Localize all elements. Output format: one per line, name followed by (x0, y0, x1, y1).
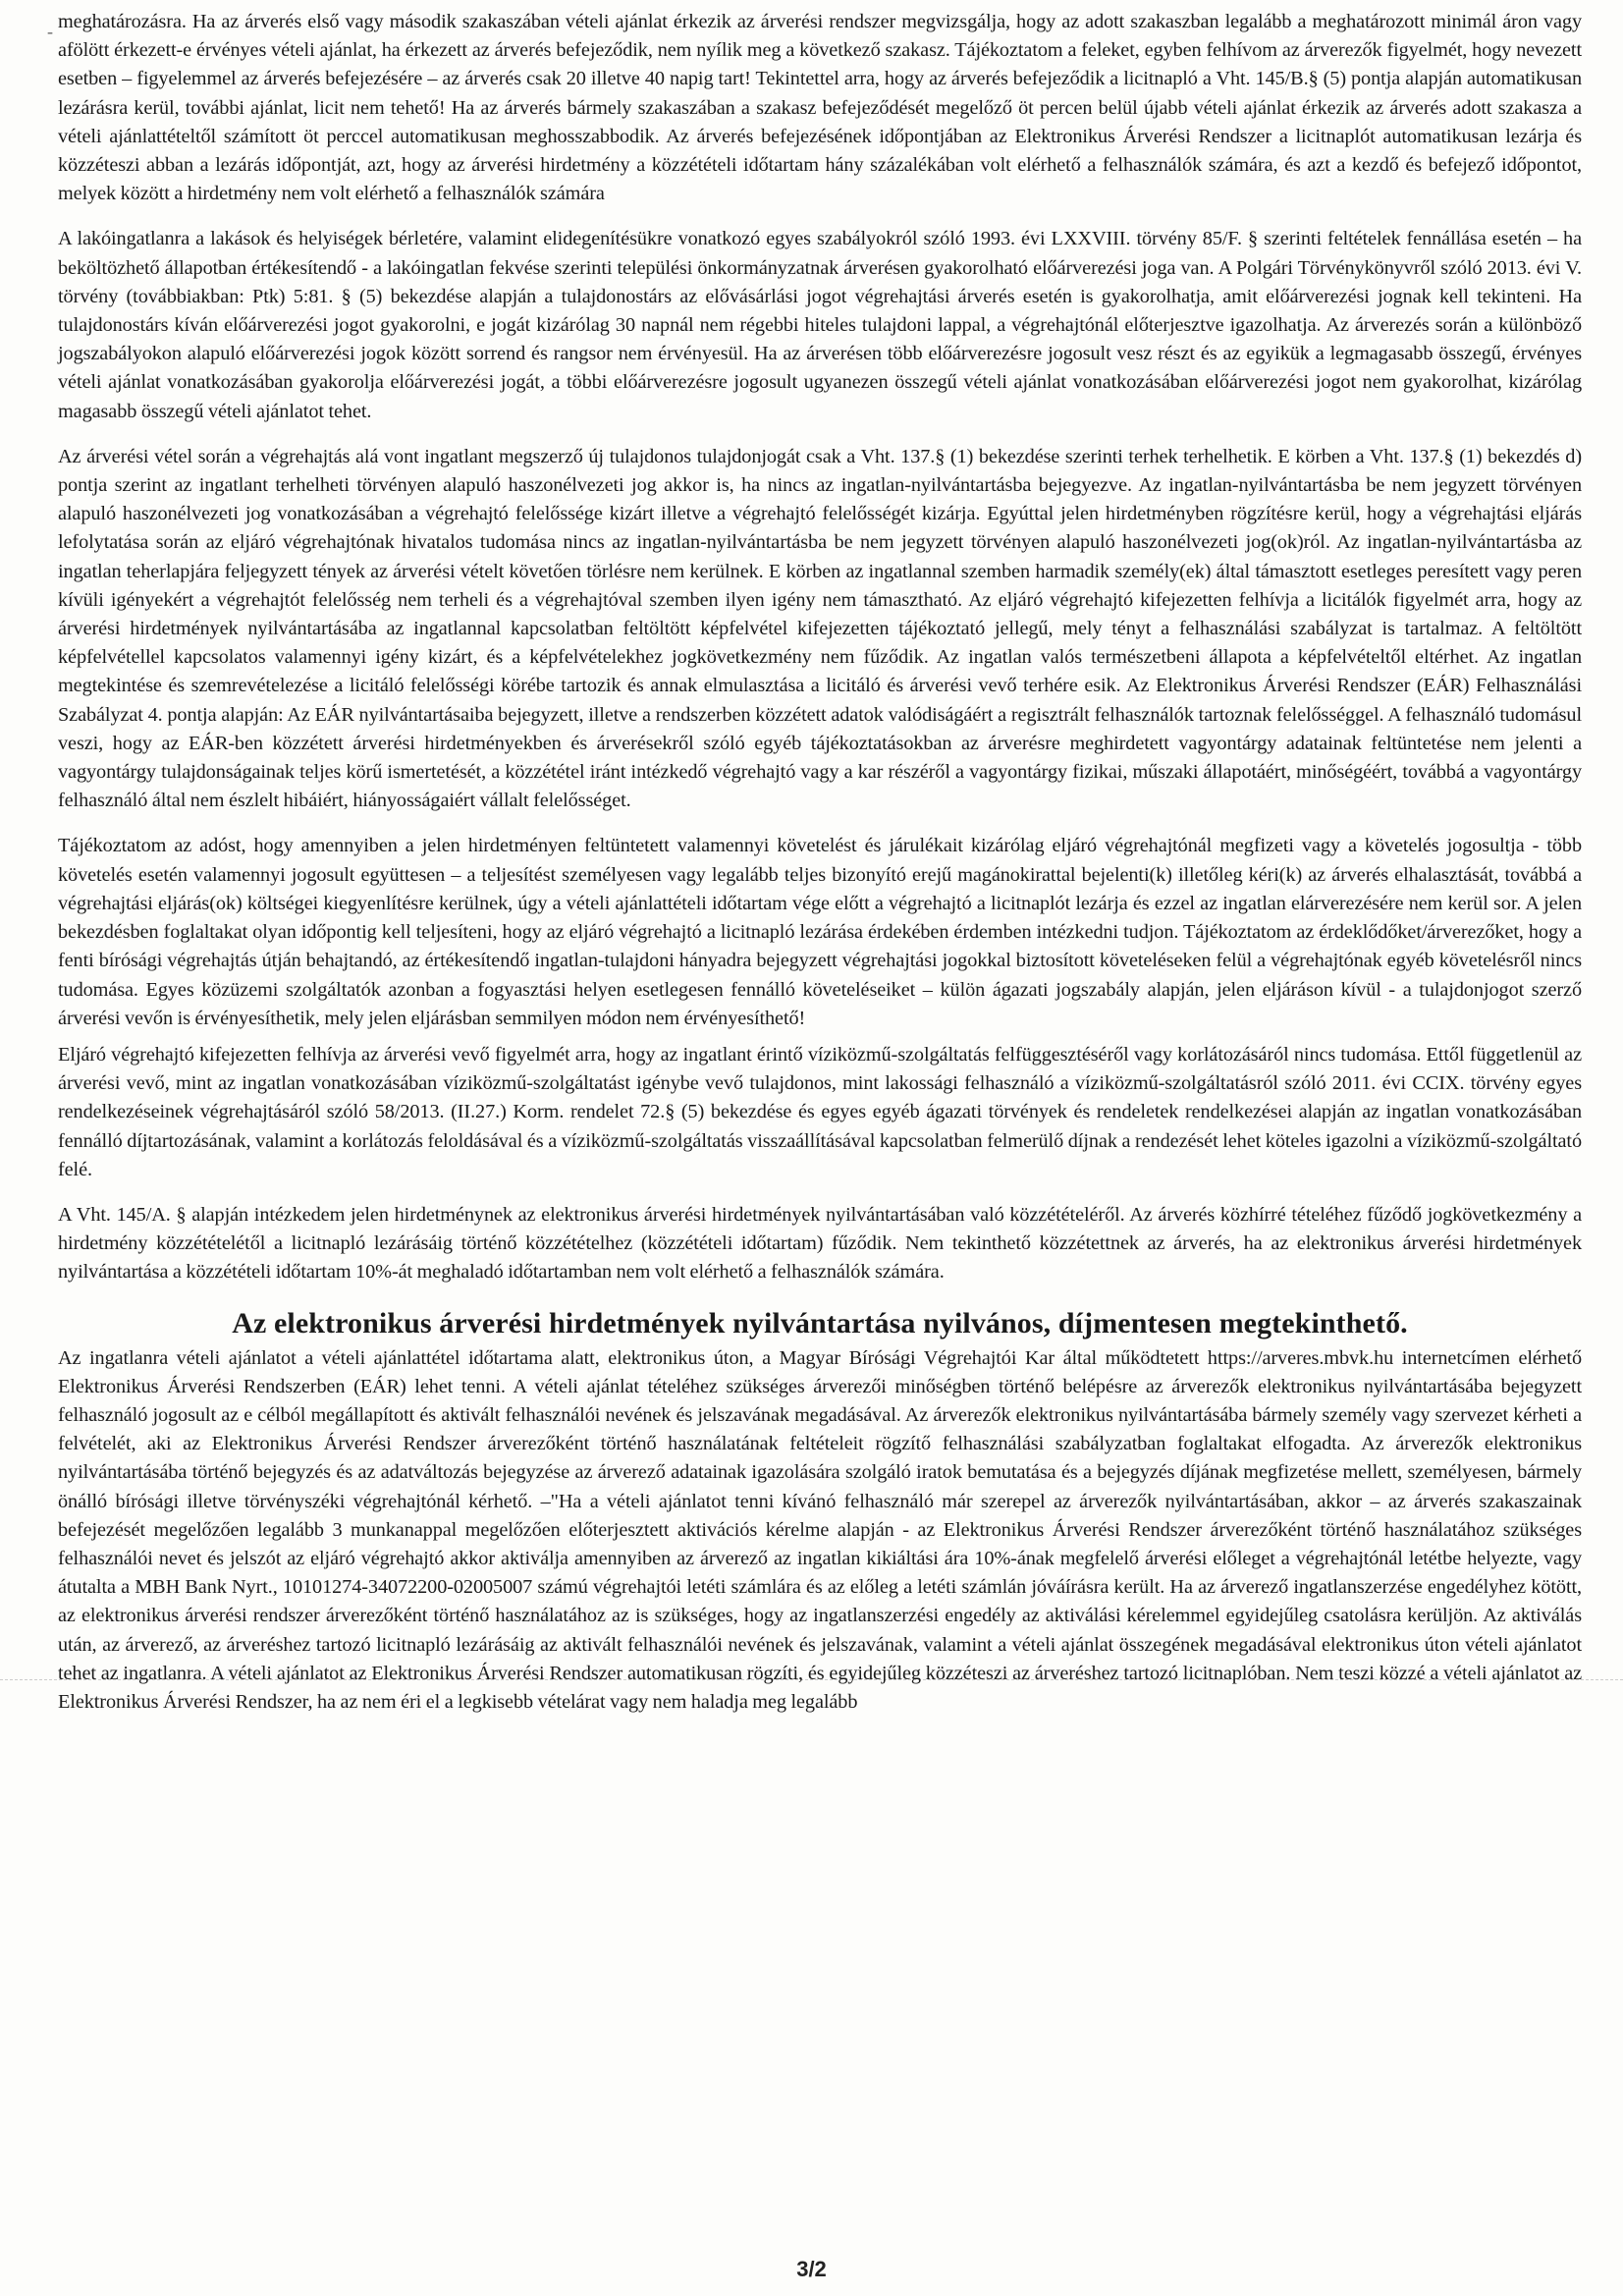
paragraph-encumbrances: Az árverési vétel során a végrehajtás alá vont ingatlant megszerző új tulajdonos tulajdonjogát csak a Vht. 137.§ (1) bekezdése szerinti terhek terhelhetik. E körben a Vht. 137.§ (1) bekezdés d) pontja szerint az ingatlant terhelheti törvényen alapuló haszonélvezeti jog akkor is, ha nincs az ingatlan-nyilvántartásba bejegyezve. Az ingatlan-nyilvántartásba be nem jegyzett törvényen alapuló haszonélvezeti jog vonatkozásában a végrehajtó felelőssége kizárt illetve a végrehajtó felelősségét kizárja. Egyúttal jelen hirdetményben rögzítésre kerül, hogy a végrehajtási eljárás lefolytatása során az eljáró végrehajtónak hivatalos tudomása nincs az ingatlan-nyilvántartásba be nem jegyzett törvényen alapuló haszonélvezeti jog(ok)ról. Az ingatlan-nyilvántartásba az ingatlan teherlapjára feljegyzett tények az árverési vételt követően törlésre nem kerülnek. E körben az ingatlannal szemben harmadik személy(ek) által támasztott esetleges peresített vagy peren kívüli igényekért a végrehajtót felelősség nem terheli és a végrehajtóval szemben ilyen igény nem támasztható. Az eljáró végrehajtó kifejezetten felhívja a licitálók figyelmét arra, hogy az árverési hirdetmények nyilvántartásába az ingatlannal kapcsolatban feltöltött képfelvétel kifejezetten tájékoztató jellegű, mely tényt a felhasználási szabályzat is tartalmaz. A feltöltött képfelvétellel kapcsolatos valamennyi igény kizárt, és a képfelvételekhez jogkövetkezmény nem fűződik. Az ingatlan valós természetbeni állapota a képfelvételtől eltérhet. Az ingatlan megtekintése és szemrevételezése a licitáló felelősségi körébe tartozik és annak elmulasztása a licitáló és árverési vevő terhére esik. Az Elektronikus Árverési Rendszer (EÁR) Felhasználási Szabályzat 4. pontja alapján: Az EÁR nyilvántartásaiba bejegyzett, illetve a rendszerben közzétett adatok valódiságáért a regisztrált felhasználók tartoznak felelősséggel. A felhasználó tudomásul veszi, hogy az EÁR-ben közzétett árverési hirdetményekben és árverésekről szóló egyéb tájékoztatásokban az árverésre meghirdetett vagyontárgy adatainak feltüntetése nem jelenti a vagyontárgy tulajdonságainak teljes körű ismertetését, a közzététel iránt intézkedő végrehajtó vagy a kar részéről a vagyontárgy fizikai, műszaki állapotáért, minőségéért, továbbá a vagyontárgy felhasználó által nem észlelt hibáiért, hiányosságaiért vállalt felelősséget. (58, 445, 1582, 812)
paragraph-debtor-notice: Tájékoztatom az adóst, hogy amennyiben a jelen hirdetményen feltüntetett valamennyi követelést és járulékait kizárólag eljáró végrehajtónál megfizeti vagy a követelés jogosultja - több követelés esetén valamennyi jogosult együttesen – a teljesítést személyesen vagy legalább teljes bizonyító erejű magánokirattal bejelenti(k) illetőleg kéri(k) az árverés elhalasztását, továbbá a végrehajtási eljárás(ok) költségei kiegyenlítésre kerülnek, úgy a vételi ajánlattételi időtartam vége előtt a végrehajtó a licitnaplót lezárja és ezzel az ingatlan elárverezésére nem kerül sor. A jelen bekezdésben foglaltakat olyan időpontig kell teljesíteni, hogy az eljáró végrehajtó a licitnapló lezárása érdekében érdemben intézkedni tudjon. Tájékoztatom az érdeklődőket/árverezőket, hogy a fenti bírósági végrehajtás útján behajtandó, az értékesítendő ingatlan-tulajdoni hányadra bejegyzett végrehajtási jogokkal biztosított követeléseken felül a végrehajtónak egyéb követelésről nincs tudomása. Egyes közüzemi szolgáltatók azonban a fogyasztási helyen esetlegesen fennálló követeléseiket – külön ágazati jogszabály alapján, jelen eljáráson kívül - a tulajdonjogot szerző árverési vevőn is érvényesíthetik, mely jelen eljárásban semmilyen módon nem érvényesíthető! (58, 835, 1582, 1029)
paragraph-pre-emption-rights: A lakóingatlanra a lakások és helyiségek bérletére, valamint elidegenítésükre vonatkozó egyes szabályokról szóló 1993. évi LXXVIII. törvény 85/F. § szerinti feltételek fennállása esetén – ha beköltözhető állapotban értékesítendő - a lakóingatlan fekvése szerinti települési önkormányzatnak árverésen gyakorolható előárverezési joga van. A Polgári Törvénykönyvről szóló 2013. évi V. törvény (továbbiakban: Ptk) 5:81. § (5) bekezdése alapján a tulajdonostárs az elővásárlási jogot végrehajtási árverés esetén is gyakorolhatja, amit előárverezési jognak kell tekinteni. Ha tulajdonostárs kíván előárverezési jogot gyakorolni, e jogát kizárólag 30 napnál nem régebbi hiteles tulajdoni lappal, a végrehajtónál előterjesztve igazolhatja. Az árverezés során a különböző jogszabályokon alapuló előárverezési jogok között sorrend és rangsor nem érvényesül. Ha az árverésen több előárverezésre jogosult vesz részt és az egyikük a legmagasabb összegű, érvényes vételi ajánlat vonatkozásában gyakorolja előárverezési jogát, a többi előárverezésre jogosult ugyanezen összegű vételi ajánlat vonatkozásában előárverezési jogot nem gyakorolhat, kizárólag magasabb összegű vételi ajánlatot tehet. (58, 228, 1582, 422)
document-body (58, 8, 1582, 1733)
section-heading: Az elektronikus árverési hirdetmények nyilvántartása nyilvános, díjmentesen megtekinthető. (232, 1306, 1408, 1339)
page-number: 3/2 (796, 2257, 827, 2281)
paragraph-bidding-instructions: Az ingatlanra vételi ajánlatot a vételi ajánlattétel időtartama alatt, elektronikus úton, a Magyar Bírósági Végrehajtói Kar által működtetett https://arveres.mbvk.hu internetcímen elérhető Elektronikus Árverési Rendszerben (EÁR) lehet tenni. A vételi ajánlat tételéhez szükséges árverezői minőségben történő belépésre az árverezők elektronikus nyilvántartásába bejegyzett felhasználó jogosult az e célból megállapított és aktivált felhasználói nevének és jelszavának megadásával. Az árverezők elektronikus nyilvántartásába bármely személy vagy szervezet kérheti a felvételét, aki az Elektronikus Árverési Rendszer árverezőként történő használatának feltételeit rögzítő felhasználási szabályzatban foglaltakat elfogadta. Az árverezők elektronikus nyilvántartásába történő bejegyzés és az adatváltozás bejegyzése az árverező adatainak igazolására szolgáló iratok bemutatása és a bejegyzés díjának megfizetése mellett, személyesen, bármely önálló bírósági illetve törvényszéki végrehajtónál kérhető. –"Ha a vételi ajánlatot tenni kívánó felhasználó már szerepel az árverezők nyilvántartásában, akkor – az árverés szakaszainak befejezését megelőzően legalább 3 munkanappal megelőzően előterjesztett aktivációs kérelme alapján - az Elektronikus Árverési Rendszer árverezőként történő használatához szükséges felhasználói nevet és jelszót az eljáró végrehajtó akkor aktiválja amennyiben az árverező az ingatlan kikiáltási ára 10%-ának megfelelő árverési előleget a végrehajtónál letétbe helyezte, vagy átutalta a MBH Bank Nyrt., 10101274-34072200-02005007 számú végrehajtói letéti számlára és az előleg a letéti számlán jóváírásra került. Ha az árverező ingatlanszerzése engedélyhez kötött, az elektronikus árverési rendszer árverezőként történő használatához az is szükséges, hogy az ingatlanszerzési engedély az aktiválási kérelemmel egyidejűleg csatolásra kerüljön. Az aktiválás után, az árverező, az árveréshez tartozó licitnapló lezárásáig az aktivált felhasználói nevének és jelszavának, valamint a vételi ajánlat összegének megadásával elektronikus úton vételi ajánlatot tehet az ingatlanra. A vételi ajánlatot az Elektronikus Árverési Rendszer automatikusan rögzíti, és egyidejűleg közzéteszi az árveréshez tartozó licitnaplóban. Nem teszi közzé a vételi ajánlatot az Elektronikus Árverési Rendszer, ha az nem éri el a legkisebb vételárat vagy nem haladja meg legalább (58, 1346, 1582, 1713)
scan-corner-mark: - (47, 22, 53, 41)
paragraph-auction-stages: meghatározásra. Ha az árverés első vagy második szakaszában vételi ajánlat érkezik az árverési rendszer megvizsgálja, hogy az adott szakaszban legalább a meghatározott minimál áron vagy afölött érkezett-e érvényes vételi ajánlat, ha érkezett az árverés befejeződik, nem nyílik meg a következő szakasz. Tájékoztatom a feleket, egyben felhívom az árverezők figyelmét, hogy nevezett esetben – figyelemmel az árverés befejezésére – az árverés csak 20 illetve 40 napig tart! Tekintettel arra, hogy az árverés befejeződik a licitnapló a Vht. 145/B.§ (5) pontja alapján automatikusan lezárásra kerül, további ajánlat, licit nem tehető! Ha az árverés bármely szakaszában a szakasz befejeződését megelőző öt percen belül újabb vételi ajánlat érkezik az árverés adott szakasza a vételi ajánlattételtől számított öt perccel automatikusan meghosszabbodik. Az árverés befejezésének időpontjában az Elektronikus Árverési Rendszer a licitnaplót automatikusan lezárja és közzéteszi abban a lezárás időpontját, azt, hogy az árverési hirdetmény a közzétételi időtartam hány százalékában volt elérhető a felhasználók számára, és azt a kezdő és befejező időpontot, melyek között a hirdetmény nem volt elérhető a felhasználók számára (58, 11, 1582, 205)
paragraph-publication: A Vht. 145/A. § alapján intézkedem jelen hirdetménynek az elektronikus árverési hirdetmények nyilvántartásában való közzétételéről. Az árverés közhírré tételéhez fűződő jogkövetkezmény a hirdetmény közzétételétől a licitnapló lezárásáig történő közzétételhez (közzétételi időtartam) fűződik. Nem tekinthető közzétettnek az árverés, ha az elektronikus árverési hirdetmények nyilvántartása a közzétételi időtartam 10%-át meghaladó időtartamban nem volt elérhető a felhasználók számára. (58, 1203, 1582, 1284)
paragraph-utility-notice: Eljáró végrehajtó kifejezetten felhívja az árverési vevő figyelmét arra, hogy az ingatlant érintő víziközmű-szolgáltatás felfüggesztéséről vagy korlátozásáról nincs tudomása. Ettől függetlenül az árverési vevő, mint az ingatlan vonatkozásában víziközmű-szolgáltatást igénybe vevő tulajdonos, mint lakossági felhasználó a víziközmű-szolgáltatásról szóló 2011. évi CCIX. törvény egyes rendelkezéseinek végrehajtásáról szóló 58/2013. (II.27.) Korm. rendelet 72.§ (5) bekezdése és egyes egyéb ágazati törvények és rendeletek rendelkezései alapján az ingatlan vonatkozásában fennálló díjtartozásának, valamint a korlátozás feloldásával és a víziközmű-szolgáltatás visszaállításával kapcsolatban felmerülő díjnak a rendezését lehet köteles igazolni a víziközmű-szolgáltató felé. (58, 1043, 1582, 1180)
